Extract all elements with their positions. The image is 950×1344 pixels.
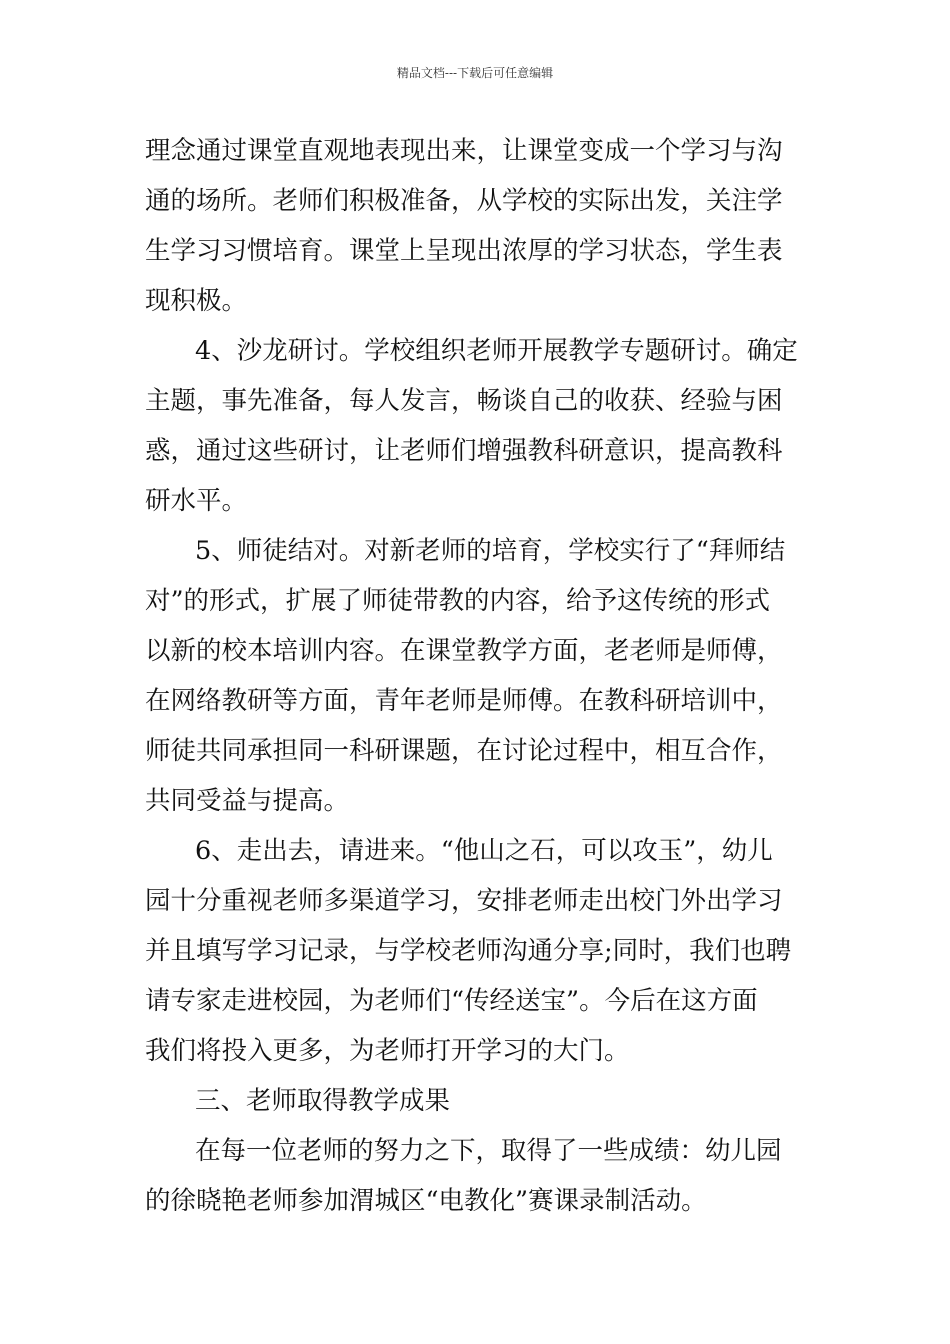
text-line: 以新的校本培训内容。在课堂教学方面，老老师是师傅， bbox=[145, 636, 783, 666]
document-body bbox=[145, 126, 807, 1226]
text-line: 我们将投入更多，为老师打开学习的大门。 bbox=[145, 1036, 630, 1066]
paragraph-start-line: 6、走出去，请进来。“他山之石，可以攻玉”，幼儿 bbox=[195, 836, 773, 866]
text-line: 通的场所。老师们积极准备，从学校的实际出发，关注学 bbox=[145, 186, 783, 216]
paragraph-start-line: 在每一位老师的努力之下，取得了一些成绩：幼儿园 bbox=[195, 1136, 782, 1166]
text-line: 共同受益与提高。 bbox=[145, 786, 350, 816]
text-line: 并且填写学习记录，与学校老师沟通分享;同时，我们也聘 bbox=[145, 936, 792, 966]
text-line: 在网络教研等方面，青年老师是师傅。在教科研培训中， bbox=[145, 686, 783, 716]
text-line: 现积极。 bbox=[145, 286, 248, 316]
paragraph-start-line: 4、沙龙研讨。学校组织老师开展教学专题研讨。确定 bbox=[195, 336, 798, 366]
paragraph-start-line: 5、师徒结对。对新老师的培育，学校实行了“拜师结 bbox=[195, 536, 786, 566]
text-line: 的徐晓艳老师参加渭城区“电教化”赛课录制活动。 bbox=[145, 1186, 707, 1216]
text-line: 理念通过课堂直观地表现出来，让课堂变成一个学习与沟 bbox=[145, 136, 783, 166]
text-line: 生学习习惯培育。课堂上呈现出浓厚的学习状态，学生表 bbox=[145, 236, 783, 266]
section-heading: 三、老师取得教学成果 bbox=[195, 1086, 451, 1116]
text-line: 请专家走进校园，为老师们“传经送宝”。今后在这方面 bbox=[145, 986, 758, 1016]
text-line: 园十分重视老师多渠道学习，安排老师走出校门外出学习 bbox=[145, 886, 783, 916]
text-line: 惑，通过这些研讨，让老师们增强教科研意识，提高教科 bbox=[145, 436, 783, 466]
text-line: 研水平。 bbox=[145, 486, 248, 516]
text-line: 对”的形式，扩展了师徒带教的内容，给予这传统的形式 bbox=[145, 586, 771, 616]
page-header: 精品文档---下载后可任意编辑 bbox=[396, 66, 554, 80]
text-line: 主题，事先准备，每人发言，畅谈自己的收获、经验与困 bbox=[145, 386, 783, 416]
text-line: 师徒共同承担同一科研课题，在讨论过程中，相互合作， bbox=[145, 736, 783, 766]
